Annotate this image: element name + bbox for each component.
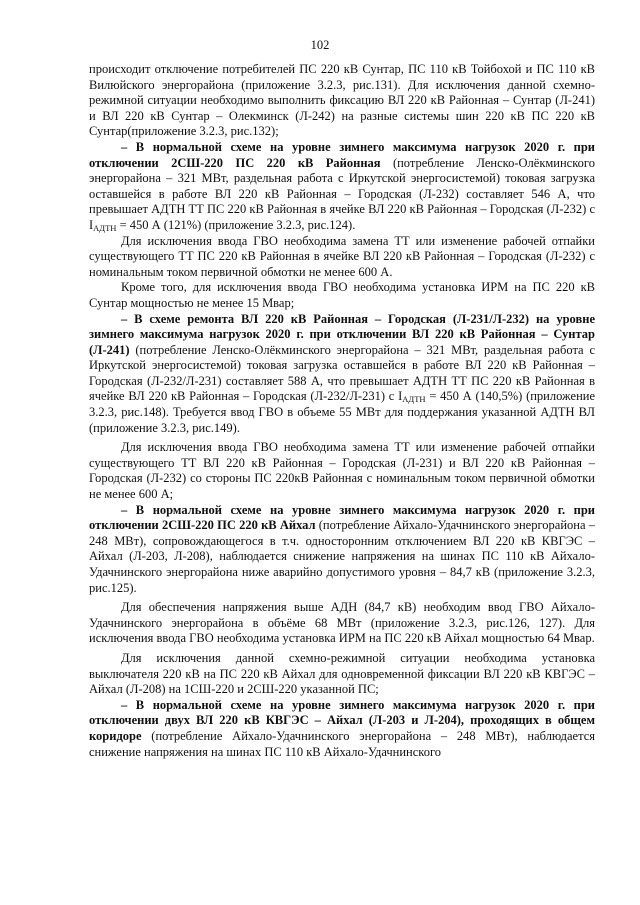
text-segment: (потребление Ленско-Олёкминского энергорайона – 321 МВт, раздельная работа с Иркутской энергосистемой) токовая загрузка оставшейся в работе ВЛ 220 кВ Районная – Городская (Л-232/Л-231) составляет 588 А, что превышает АДТН ТТ ПС 220 кВ Районная в ячейке ВЛ 220 кВ Районная – Городская (Л-232/Л-231) с I bbox=[89, 342, 595, 404]
bold-text-segment: – В схеме ремонта ВЛ 220 кВ Районная – Городская (Л-231/Л-232) на уровне зимнего максимума нагрузок 2020 г. при отключении ВЛ 220 кВ Районная – Сунтар (Л-241) bbox=[89, 311, 595, 357]
text-segment: = 450 А (121%) (приложение 3.2.3, рис.124). bbox=[116, 217, 356, 232]
paragraph bbox=[89, 312, 595, 437]
document-body bbox=[89, 62, 595, 760]
text-segment: Для исключения ввода ГВО необходима замена ТТ или изменение рабочей отпайки существующего ТТ ПС 220 кВ Районная в ячейке ВЛ 220 кВ Районная – Городская (Л-232) с номинальным током первичной обмотки не менее 600 А. bbox=[89, 233, 595, 279]
paragraph bbox=[89, 503, 595, 597]
text-segment: происходит отключение потребителей ПС 220 кВ Сунтар, ПС 110 кВ Тойбохой и ПС 110 кВ Вилюйского энергорайона (приложение 3.2.3, рис.131). Для исключения данной схемно-режимной ситуации необходимо выполнить фиксацию ВЛ 220 кВ Районная – Сунтар (Л-241) и ВЛ 220 кВ Сунтар – Олекминск (Л-242) на разные системы шин 220 кВ ПС 220 кВ Сунтар(приложение 3.2.3, рис.132); bbox=[89, 62, 595, 139]
paragraph bbox=[89, 600, 595, 647]
paragraph bbox=[89, 698, 595, 760]
text-segment: = 450 А (140,5%) (приложение 3.2.3, рис.148). Требуется ввод ГВО в объеме 55 МВт для поддержания указанной АДТН ВЛ (приложение 3.2.3, рис.149). bbox=[89, 389, 595, 435]
paragraph bbox=[89, 140, 595, 234]
text-segment: (потребление Айхало-Удачнинского энергорайона – 248 МВт), сопровождающегося в т.ч. односторонним отключением ВЛ 220 кВ КВГЭС – Айхал (Л-203, Л-208), наблюдается снижение напряжения на шинах ПС 110 кВ Айхало-Удачнинского энергорайона ниже аварийно допустимого уровня – 84,7 кВ (приложение 3.2.3, рис.125). bbox=[89, 518, 595, 595]
paragraph bbox=[89, 234, 595, 281]
text-segment: Для исключения ввода ГВО необходима замена ТТ или изменение рабочей отпайки существующего ТТ ВЛ 220 кВ Районная – Городская (Л-231) и ВЛ 220 кВ Районная – Городская (Л-232) со стороны ПС 220кВ Районная с номинальным током первичной обмотки не менее 600 А; bbox=[89, 440, 595, 502]
paragraph bbox=[89, 62, 595, 140]
text-segment: Для исключения данной схемно-режимной ситуации необходима установка выключателя 220 кВ на ПС 220 кВ Айхал для одновременной фиксации ВЛ 220 кВ КВГЭС – Айхал (Л-208) на 1СШ-220 и 2СШ-220 указанной ПС; bbox=[89, 650, 595, 697]
bold-text-segment: – В нормальной схеме на уровне зимнего максимума нагрузок 2020 г. при отключении двух ВЛ 220 кВ КВГЭС – Айхал (Л-203 и Л-204), проходящих в общем коридоре bbox=[89, 697, 595, 743]
bold-text-segment: – В нормальной схеме на уровне зимнего максимума нагрузок 2020 г. при отключении 2СШ-220 ПС 220 кВ Районная bbox=[89, 139, 595, 170]
page-number: 102 bbox=[310, 38, 330, 52]
text-segment: (потребление Айхало-Удачнинского энергорайона – 248 МВт), наблюдается снижение напряжения на шинах ПС 110 кВ Айхало-Удачнинского bbox=[89, 728, 595, 759]
text-segment: Кроме того, для исключения ввода ГВО необходима установка ИРМ на ПС 220 кВ Сунтар мощностью не менее 15 Мвар; bbox=[89, 280, 595, 310]
text-segment: Для обеспечения напряжения выше АДН (84,7 кВ) необходим ввод ГВО Айхало-Удачнинского энергорайона в объёме 68 МВт (приложение 3.2.3, рис.126, 127). Для исключения ввода ГВО необходима установка ИРМ на ПС 220 кВ Айхал мощностью 64 Мвар. bbox=[89, 600, 595, 646]
paragraph bbox=[89, 651, 595, 698]
bold-text-segment: – В нормальной схеме на уровне зимнего максимума нагрузок 2020 г. при отключении 2СШ-220 ПС 220 кВ Айхал bbox=[89, 502, 595, 533]
subscript-text: АДТН bbox=[402, 394, 426, 405]
paragraph bbox=[89, 440, 595, 502]
paragraph bbox=[89, 280, 595, 311]
subscript-text: АДТН bbox=[93, 222, 117, 233]
text-segment: (потребление Ленско-Олёкминского энергорайона – 321 МВт, раздельная работа с Иркутской энергосистемой) токовая загрузка оставшейся в работе ВЛ 220 кВ Районная – Городская (Л-232) составляет 546 А, что превышает АДТН ТТ ПС 220 кВ Районная в ячейке ВЛ 220 кВ Районная – Городская (Л-232) с I bbox=[89, 155, 595, 232]
